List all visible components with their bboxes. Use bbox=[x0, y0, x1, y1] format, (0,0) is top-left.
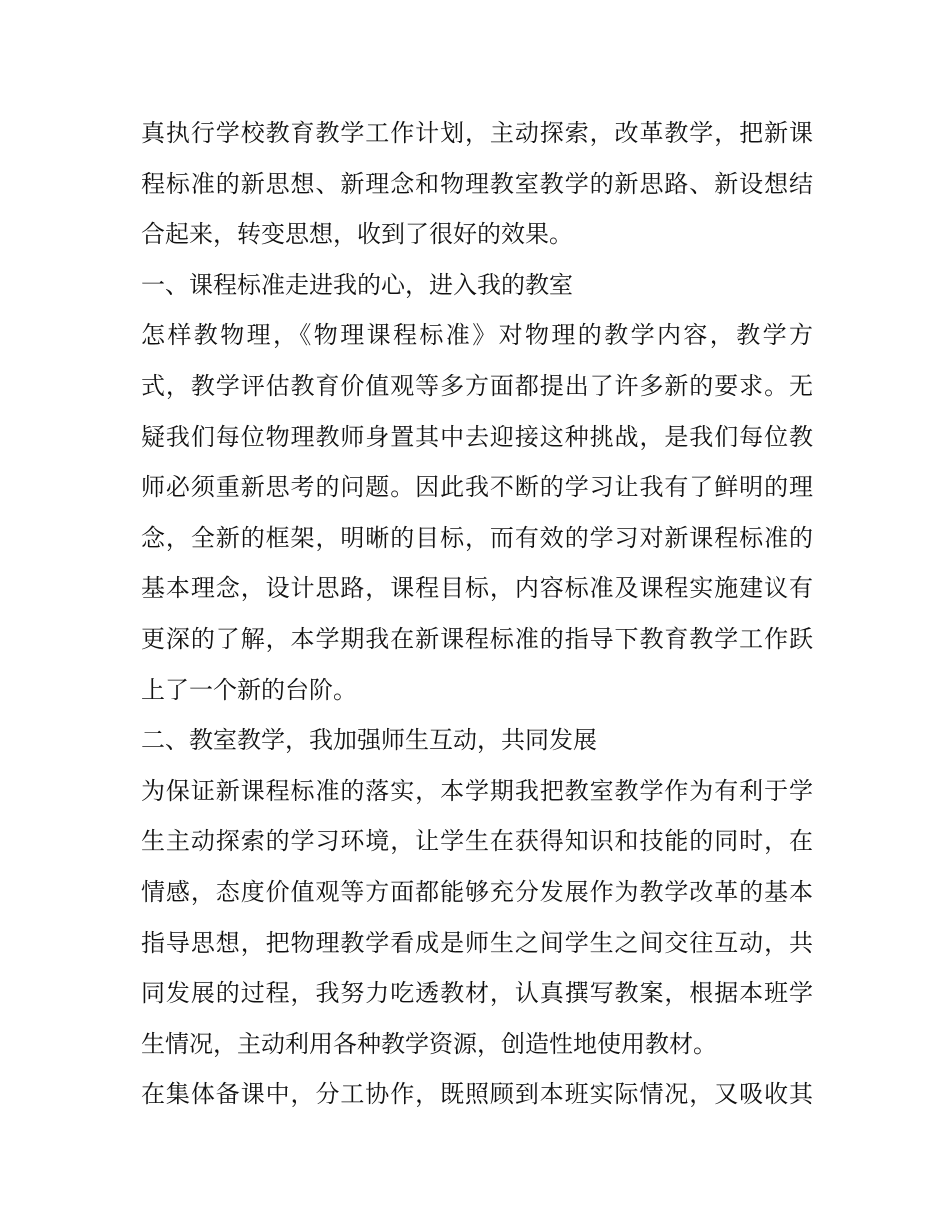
text-line-17: 指导思想，把物理教学看成是师生之间学生之间交往互动，共 bbox=[141, 928, 813, 957]
text-line-8: 师必须重新思考的问题。因此我不断的学习让我有了鲜明的理 bbox=[141, 473, 813, 502]
text-line-14: 为保证新课程标准的落实，本学期我把教室教学作为有利于学 bbox=[141, 776, 813, 805]
text-line-1: 真执行学校教育教学工作计划，主动探索，改革教学，把新课 bbox=[141, 119, 813, 147]
text-line-9: 念，全新的框架，明晰的目标，而有效的学习对新课程标准的 bbox=[141, 523, 813, 552]
document-body bbox=[141, 108, 813, 1120]
text-line-3: 合起来，转变思想，收到了很好的效果。 bbox=[141, 220, 573, 249]
text-line-12: 上了一个新的台阶。 bbox=[141, 675, 357, 704]
text-line-7: 疑我们每位物理教师身置其中去迎接这种挑战，是我们每位教 bbox=[141, 422, 813, 451]
section-heading-2: 二、教室教学，我加强师生互动，共同发展 bbox=[141, 726, 597, 755]
text-line-6: 式，教学评估教育价值观等多方面都提出了许多新的要求。无 bbox=[141, 371, 813, 400]
text-line-2: 程标准的新思想、新理念和物理教室教学的新思路、新设想结 bbox=[141, 169, 813, 198]
text-line-16: 情感，态度价值观等方面都能够充分发展作为教学改革的基本 bbox=[141, 877, 813, 906]
text-line-18: 同发展的过程，我努力吃透教材，认真撰写教案，根据本班学 bbox=[141, 979, 813, 1008]
section-heading-1: 一、课程标准走进我的心，进入我的教室 bbox=[141, 270, 573, 299]
text-line-19: 生情况，主动利用各种教学资源，创造性地使用教材。 bbox=[141, 1029, 717, 1058]
text-line-15: 生主动探索的学习环境，让学生在获得知识和技能的同时，在 bbox=[141, 827, 813, 856]
text-line-10: 基本理念，设计思路，课程目标，内容标准及课程实施建议有 bbox=[141, 574, 813, 603]
text-line-20: 在集体备课中，分工协作，既照顾到本班实际情况，又吸收其 bbox=[141, 1080, 813, 1109]
text-line-5: 怎样教物理，《物理课程标准》对物理的教学内容，教学方 bbox=[141, 321, 813, 350]
text-line-11: 更深的了解，本学期我在新课程标准的指导下教育教学工作跃 bbox=[141, 624, 813, 653]
